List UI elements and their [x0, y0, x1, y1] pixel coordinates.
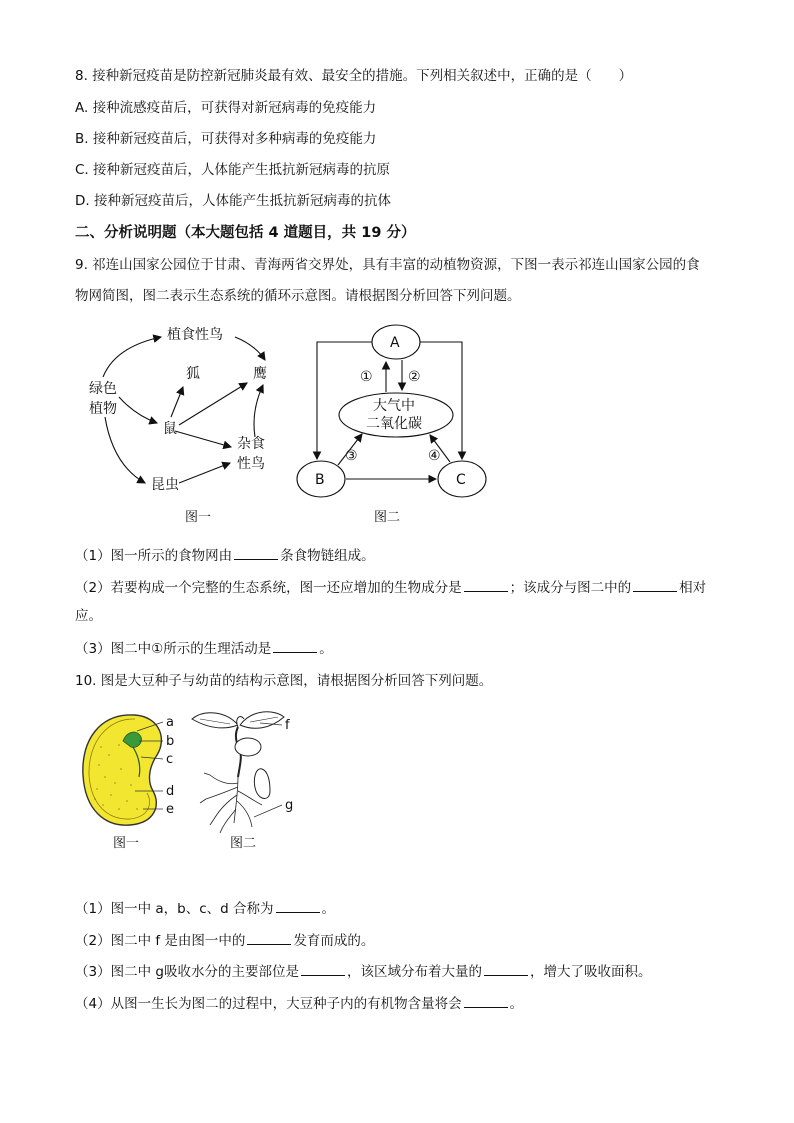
node-eagle: 鹰: [253, 366, 267, 382]
mark-4: ④: [428, 448, 441, 464]
seedling-cotyledon-2: [254, 769, 270, 799]
q9-sub2-cont: 应。: [75, 608, 102, 624]
q9-sub1: [75, 545, 375, 566]
figure2-caption: 图二: [374, 510, 401, 525]
q9-sub3: [75, 638, 333, 659]
arrow-plant-to-herb-bird: [103, 337, 161, 377]
node-herbivorous-bird: 植食性鸟: [167, 327, 223, 343]
q9-sub2-text-b: ；该成分与图二中的: [509, 580, 632, 596]
q10-sub2-text-b: 发育而成的。: [293, 933, 375, 949]
q10-sub3: [75, 961, 651, 982]
node-a-label: A: [390, 335, 400, 351]
node-c-label: C: [456, 472, 466, 488]
q10-sub4-text-a: （4）从图一生长为图二的过程中，大豆种子内的有机物含量将会: [75, 996, 462, 1012]
q10-sub1-text-a: （1）图一中 a，b、c、d 合称为: [75, 901, 274, 917]
q9-stem-line1: 9. 祁连山国家公园位于甘肃、青海两省交界处，具有丰富的动植物资源，下图一表示祁连山国家公园的食: [75, 257, 700, 273]
arrow-mouse-to-fox: [171, 387, 183, 417]
arrow-mouse-to-omni-bird: [175, 431, 231, 447]
co2-label-1: 大气中: [373, 398, 415, 414]
label-g: g: [285, 798, 294, 813]
label-e: e: [166, 802, 174, 817]
q10-sub3-text-a: （3）图二中 g吸收水分的主要部位是: [75, 964, 299, 980]
arrow-mouse-to-eagle: [179, 383, 247, 425]
q9-sub3-text-a: （3）图二中①所示的生理活动是: [75, 641, 272, 657]
q9-sub1-text-a: （1）图一所示的食物网由: [75, 548, 233, 564]
mark-2: ②: [408, 369, 421, 385]
node-fox: 狐: [186, 366, 200, 382]
node-omnivorous-bird-1: 杂食: [237, 436, 265, 452]
q8-option-c: C. 接种新冠疫苗后，人体能产生抵抗新冠病毒的抗原: [75, 162, 391, 178]
node-mouse: 鼠: [163, 421, 177, 437]
q10-sub1: [75, 898, 335, 919]
figure1-caption: 图一: [185, 510, 212, 525]
carbon-cycle-figure: [290, 322, 500, 532]
q10-sub2: [75, 930, 374, 951]
answer-blank[interactable]: [464, 577, 508, 592]
arrow-omni-bird-to-eagle: [254, 385, 263, 437]
node-omnivorous-bird-2: 性鸟: [237, 456, 265, 472]
q10-sub4-text-b: 。: [509, 996, 524, 1012]
soybean-seedling-figure: [190, 705, 310, 855]
q9-sub2-text-c: 相对: [679, 580, 707, 596]
label-a: a: [166, 715, 174, 730]
label-d: d: [166, 784, 175, 799]
seedling-cotyledon: [235, 738, 261, 756]
q10-sub4: [75, 993, 523, 1014]
answer-blank[interactable]: [234, 545, 278, 560]
node-b-label: B: [315, 472, 325, 488]
seedling-figure-caption: 图二: [230, 836, 257, 851]
node-green-plant-2: 植物: [89, 401, 117, 417]
food-web-figure: [75, 315, 300, 530]
section-heading: 二、分析说明题（本大题包括 4 道题目，共 19 分）: [75, 225, 416, 241]
q9-stem-line2: 物网简图，图二表示生态系统的循环示意图。请根据图分析回答下列问题。: [75, 288, 521, 304]
label-b: b: [166, 734, 175, 749]
answer-blank[interactable]: [301, 961, 345, 976]
answer-blank[interactable]: [484, 961, 528, 976]
answer-blank[interactable]: [633, 577, 677, 592]
arrow-insect-to-omni-bird: [179, 463, 230, 483]
mark-1: ①: [360, 369, 373, 385]
arrow-plant-to-insect: [105, 417, 145, 483]
q9-sub2-text-a: （2）若要构成一个完整的生态系统，图一还应增加的生物成分是: [75, 580, 462, 596]
q8-option-a: A. 接种流感疫苗后，可获得对新冠病毒的免疫能力: [75, 100, 377, 116]
q8-option-b: B. 接种新冠疫苗后，可获得对多种病毒的免疫能力: [75, 131, 377, 147]
answer-blank[interactable]: [247, 930, 291, 945]
answer-blank[interactable]: [464, 993, 508, 1008]
q10-sub1-text-b: 。: [321, 901, 336, 917]
q10-stem: 10. 图是大豆种子与幼苗的结构示意图，请根据图分析回答下列问题。: [75, 673, 493, 689]
mark-3: ③: [345, 448, 358, 464]
q10-sub2-text-a: （2）图二中 f 是由图一中的: [75, 933, 246, 949]
q9-sub2: [75, 577, 706, 598]
node-insect: 昆虫: [151, 477, 179, 493]
q8-option-d: D. 接种新冠疫苗后，人体能产生抵抗新冠病毒的抗体: [75, 193, 391, 209]
label-f: f: [285, 718, 290, 733]
q10-sub3-text-c: ，增大了吸收面积。: [529, 964, 652, 980]
q8-stem: 8. 接种新冠疫苗是防控新冠肺炎最有效、最安全的措施。下列相关叙述中，正确的是（ ）: [75, 68, 633, 84]
arrow-plant-to-mouse: [119, 397, 157, 423]
q9-sub1-text-b: 条食物链组成。: [280, 548, 375, 564]
q9-sub3-text-b: 。: [319, 641, 333, 657]
answer-blank[interactable]: [273, 638, 317, 653]
seed-figure-caption: 图一: [113, 836, 140, 851]
soybean-seed-figure: [75, 705, 195, 855]
q10-sub3-text-b: ，该区域分布着大量的: [346, 964, 482, 980]
answer-blank[interactable]: [276, 898, 320, 913]
seedling-leaf-left: [192, 713, 238, 728]
arrow-herb-bird-to-eagle: [235, 337, 265, 360]
node-green-plant-1: 绿色: [89, 381, 117, 397]
co2-label-2: 二氧化碳: [366, 416, 422, 432]
label-c: c: [166, 752, 174, 767]
